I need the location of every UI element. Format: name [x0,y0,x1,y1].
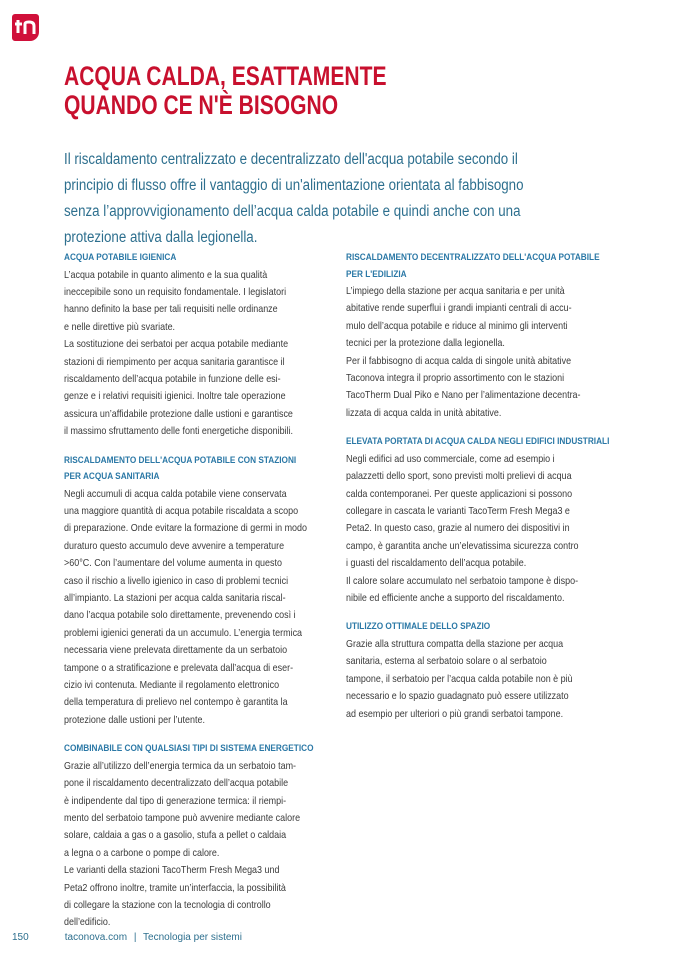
body-line: a legna o a carbone o pompe di calore. [64,847,220,859]
heading-line: UTILIZZO OTTIMALE DELLO SPAZIO [346,621,491,633]
content-section [346,619,631,723]
body-line: tecnici per la protezione dalla legionella. [346,338,505,350]
body-line: nibile ed efficiente anche a supporto del riscaldamento. [346,593,565,604]
body-line: calda contemporanei. Per queste applicazioni si possono [346,488,573,500]
body-line: cizio ivi contenuta. Mediante il regolamento elettronico [64,680,280,692]
body-line: duraturo questo accumulo deve avvenire a temperature [64,540,285,552]
body-line: e nelle direttive più svariate. [64,321,176,333]
lead-line: protezione attiva dalla legionella. [64,229,258,246]
body-line: una maggiore quantità di acqua potabile riscaldata a scopo [64,505,299,517]
lead-line: principio di flusso offre il vantaggio di un'alimentazione orientata al fabbisogno [64,177,524,194]
body-line: lizzata di acqua calda in unità abitative. [346,407,502,419]
right-column [346,250,631,735]
title-line: QUANDO CE N'È BISOGNO [64,90,339,120]
body-line: assicura un’affidabile protezione dalle ustioni e garantisce [64,408,293,420]
section-body [64,486,349,730]
body-line: Peta2 offrono inoltre, tramite un’interfaccia, la possibilità [64,882,286,894]
section-body [64,758,349,932]
body-line: Il calore solare accumulato nel serbatoio tampone è dispo- [346,575,579,587]
content-section [64,741,349,932]
body-line: >60°C. Con l’aumentare del volume aumenta in questo [64,558,282,570]
body-line: Negli edifici ad uso commerciale, come ad esempio i [346,453,555,465]
body-line: hanno definito la base per tali requisiti nelle ordinanze [64,304,278,316]
page-title [64,62,477,120]
section-body [64,267,349,441]
body-line: mento del serbatoio tampone può avvenire mediante calore [64,812,301,824]
page-number: 150 [12,932,29,943]
body-line: TacoTherm Dual Piko e Nano per l’alimentazione decentra- [346,390,581,402]
body-line: Grazie alla struttura compatta della stazione per acqua [346,638,564,650]
content-section [346,250,631,422]
section-body [346,283,631,422]
body-line: campo, è garantita anche un’elevatissima sicurezza contro [346,540,579,552]
body-line: genze e i relativi requisiti igienici. Inoltre tale operazione [64,391,286,403]
body-line: L’acqua potabile in quanto alimento e la sua qualità [64,269,268,281]
body-line: palazzetti dello sport, sono previsti molti prelievi di acqua [346,471,572,483]
heading-line: RISCALDAMENTO DELL'ACQUA POTABILE CON STAZIONI [64,454,297,466]
footer-separator: | [133,932,137,943]
section-heading [64,453,349,486]
content-section [64,453,349,730]
body-line: stazioni di riempimento per acqua sanitaria garantisce il [64,356,285,368]
body-line: Taconova integra il proprio assortimento con le stazioni [346,373,565,385]
content-section [64,250,349,441]
body-line: caso il rischio a livello igienico in caso di problemi tecnici [64,575,289,587]
body-line: abitative rende superflui i grandi impianti centrali di accu- [346,303,572,315]
section-heading [64,250,349,267]
heading-line: ELEVATA PORTATA DI ACQUA CALDA NEGLI EDIFICI INDUSTRIALI [346,436,610,448]
body-line: ad esempio per ulteriori o più grandi serbatoi tampone. [346,708,564,720]
body-line: il massimo sfruttamento delle fonti energetiche disponibili. [64,426,294,438]
heading-line: COMBINABILE CON QUALSIASI TIPI DI SISTEMA ENERGETICO [64,743,314,755]
heading-line: RISCALDAMENTO DECENTRALIZZATO DELL'ACQUA POTABILE [346,252,600,263]
body-line: dano l’acqua potabile solo direttamente, prevenendo così i [64,610,296,622]
body-line: Grazie all’utilizzo dell’energia termica da un serbatoio tam- [64,760,297,772]
body-line: i guasti del riscaldamento dell’acqua potabile. [346,558,527,570]
body-line: pone il riscaldamento decentralizzato dell’acqua potabile [64,778,289,790]
body-line: necessaria viene prelevata direttamente da un serbatoio [64,645,288,657]
section-heading [346,434,631,451]
body-line: Peta2. In questo caso, grazie al numero dei dispositivi in [346,523,570,535]
body-line: Negli accumuli di acqua calda potabile viene conservata [64,488,287,500]
section-heading [346,250,631,283]
body-line: è indipendente dal tipo di generazione termica: il riempi- [64,795,287,807]
body-line: di collegare la stazione con la tecnologia di controllo [64,900,271,911]
body-line: dell’edificio. [64,917,111,929]
body-line: problemi igienici generati da un accumulo. L’energia termica [64,627,303,639]
section-heading [346,619,631,636]
title-line: ACQUA CALDA, ESATTAMENTE [64,61,387,91]
body-line: Le varianti della stazioni TacoTherm Fresh Mega3 und [64,865,280,877]
heading-line: PER ACQUA SANITARIA [64,471,160,483]
body-line: all’impianto. La stazioni per acqua calda sanitaria riscal- [64,593,286,604]
taconova-logo [12,14,39,41]
body-line: protezione dalle ustioni per l’utente. [64,714,205,726]
body-line: mulo dell’acqua potabile e riduce al minimo gli interventi [346,320,568,332]
content-section [346,434,631,607]
footer-site-link[interactable]: taconova.com [64,932,128,943]
body-line: di preparazione. Onde evitare la formazione di germi in modo [64,523,308,535]
lead-line: senza l’approvvigionamento dell’acqua calda potabile e quindi anche con una [64,203,521,220]
heading-line: PER L'EDILIZIA [346,268,407,280]
body-line: della temperatura di prelievo nel contempo è garantita la [64,697,288,709]
section-body [346,451,631,608]
footer-tagline: Tecnologia per sistemi [143,932,242,943]
page-footer [12,932,246,943]
section-heading [64,741,349,758]
lead-line: Il riscaldamento centralizzato e decentralizzato dell'acqua potabile secondo il [64,151,518,168]
body-line: ineccepibile sono un requisito fondamentale. I legislatori [64,286,287,298]
body-line: Per il fabbisogno di acqua calda di singole unità abitative [346,355,572,367]
body-line: riscaldamento dell’acqua potabile in funzione delle esi- [64,373,281,385]
logo-icon [12,14,39,41]
body-line: sanitaria, esterna al serbatoio solare o al serbatoio [346,656,547,668]
heading-line: ACQUA POTABILE IGIENICA [64,252,177,263]
body-line: tampone, il serbatoio per l’acqua calda potabile non è più [346,673,573,685]
lead-paragraph [64,147,598,251]
body-line: La sostituzione dei serbatoi per acqua potabile mediante [64,339,289,351]
body-line: L’impiego della stazione per acqua sanitaria e per unità [346,286,565,297]
body-line: necessario e lo spazio guadagnato può essere utilizzato [346,691,569,703]
body-line: tampone o a stratificazione e prelevata dall’acqua di eser- [64,662,294,674]
left-column [64,250,349,944]
section-body [346,636,631,723]
body-line: solare, caldaia a gas o a gasolio, stufa a pellet o caldaia [64,830,287,842]
body-line: collegare in cascata le varianti TacoTerm Fresh Mega3 e [346,505,570,517]
